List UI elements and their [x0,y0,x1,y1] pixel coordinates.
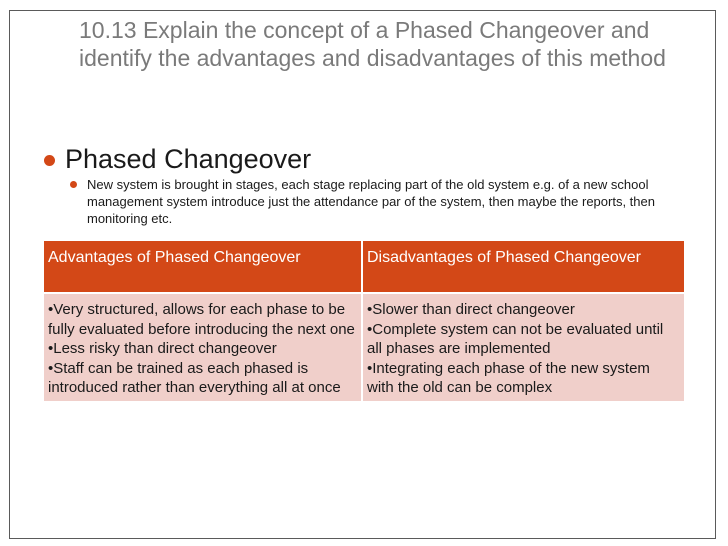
sub-bullet-text: New system is brought in stages, each stage replacing part of the old system e.g. of a new school management system introduce just the attendance par of the system, then maybe the reports, then monitoring etc. [87,177,655,226]
disadvantages-header: Disadvantages of Phased Changeover [362,241,684,293]
main-bullet-text: Phased Changeover [65,144,312,174]
advantages-cell [44,293,362,401]
advantage-item: •Staff can be trained as each phased is introduced rather than everything all at once [48,359,341,396]
sub-bullet [70,176,680,227]
bullet-dot-icon [70,181,77,188]
advantage-item: •Less risky than direct changeover [48,340,277,357]
disadvantage-item: •Complete system can not be evaluated until all phases are implemented [367,320,664,357]
disadvantage-item: •Integrating each phase of the new system with the old can be complex [367,359,650,396]
disadvantage-item: •Slower than direct changeover [367,301,575,318]
main-bullet [44,143,311,175]
disadvantages-cell [362,293,684,401]
advantages-header: Advantages of Phased Changeover [44,241,362,293]
table-header-row [44,241,684,293]
advantage-item: •Very structured, allows for each phase to be fully evaluated before introducing the next one [48,301,355,338]
slide-title: 10.13 Explain the concept of a Phased Changeover and identify the advantages and disadvantages of this method [79,17,666,71]
comparison-table [44,241,684,401]
table-row [44,293,684,401]
bullet-dot-icon [44,155,55,166]
